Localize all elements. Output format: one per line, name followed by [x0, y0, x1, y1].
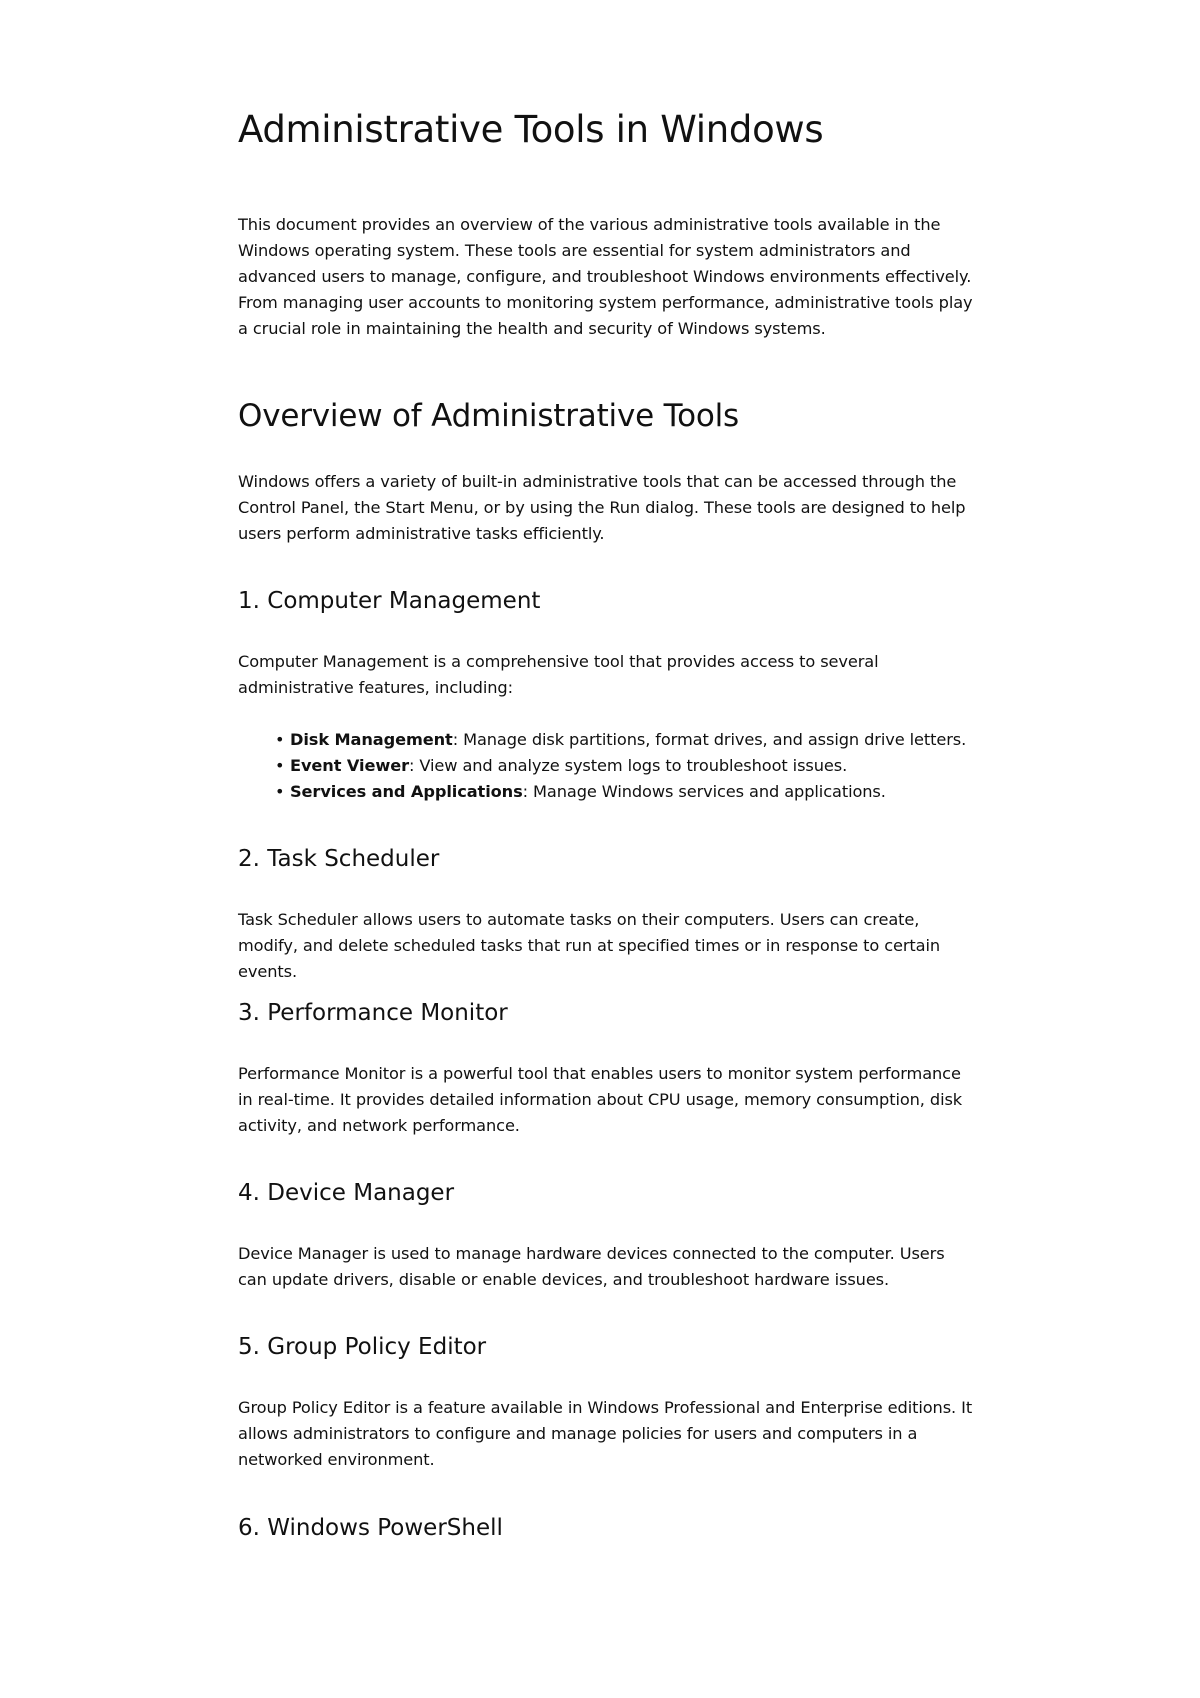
bullet-icon: •: [275, 782, 285, 801]
list-item-description: : Manage disk partitions, format drives, and assign drive letters.: [452, 730, 967, 749]
section-heading-device-manager: 4. Device Manager: [238, 1180, 455, 1206]
section-heading-group-policy-editor: 5. Group Policy Editor: [238, 1334, 487, 1360]
section-paragraph-device-manager: Device Manager is used to manage hardware devices connected to the computer. Users can update drivers, disable or enable devices, and troubleshoot hardware issues.: [238, 1244, 945, 1289]
list-item: [275, 727, 990, 753]
section-heading-windows-powershell: 6. Windows PowerShell: [238, 1515, 503, 1541]
section-paragraph-task-scheduler: Task Scheduler allows users to automate tasks on their computers. Users can create, modify, and delete scheduled tasks that run at specified times or in response to certain events.: [238, 910, 941, 981]
bullet-icon: •: [275, 756, 285, 775]
section-heading-task-scheduler: 2. Task Scheduler: [238, 846, 440, 872]
list-item-term: Services and Applications: [290, 782, 523, 801]
list-item-description: : Manage Windows services and applications.: [522, 782, 886, 801]
bullet-icon: •: [275, 730, 285, 749]
section-paragraph-performance-monitor: Performance Monitor is a powerful tool that enables users to monitor system performance in real-time. It provides detailed information about CPU usage, memory consumption, disk activity, and network performance.: [238, 1064, 963, 1135]
section-heading-performance-monitor: 3. Performance Monitor: [238, 1000, 508, 1026]
list-item: [275, 753, 990, 779]
overview-heading: Overview of Administrative Tools: [238, 398, 739, 434]
intro-paragraph: This document provides an overview of the various administrative tools available in the Windows operating system. These tools are essential for system administrators and advanced users to manage, configure, and troubleshoot Windows environments effectively. From managing user accounts to monitoring system performance, administrative tools play a crucial role in maintaining the health and security of Windows systems.: [238, 215, 973, 338]
list-item-term: Event Viewer: [290, 756, 409, 775]
computer-management-feature-list: [238, 727, 990, 805]
list-item-description: : View and analyze system logs to troubleshoot issues.: [408, 756, 848, 775]
overview-paragraph: Windows offers a variety of built-in administrative tools that can be accessed through the Control Panel, the Start Menu, or by using the Run dialog. These tools are designed to help users perform administrative tasks efficiently.: [238, 472, 966, 543]
section-heading-computer-management: 1. Computer Management: [238, 588, 541, 614]
section-paragraph-group-policy-editor: Group Policy Editor is a feature available in Windows Professional and Enterprise editions. It allows administrators to configure and manage policies for users and computers in a networked environment.: [238, 1398, 973, 1469]
section-paragraph-computer-management: Computer Management is a comprehensive tool that provides access to several administrative features, including:: [238, 652, 879, 697]
list-item-term: Disk Management: [290, 730, 453, 749]
list-item: [275, 779, 990, 805]
document-title: Administrative Tools in Windows: [238, 108, 824, 151]
